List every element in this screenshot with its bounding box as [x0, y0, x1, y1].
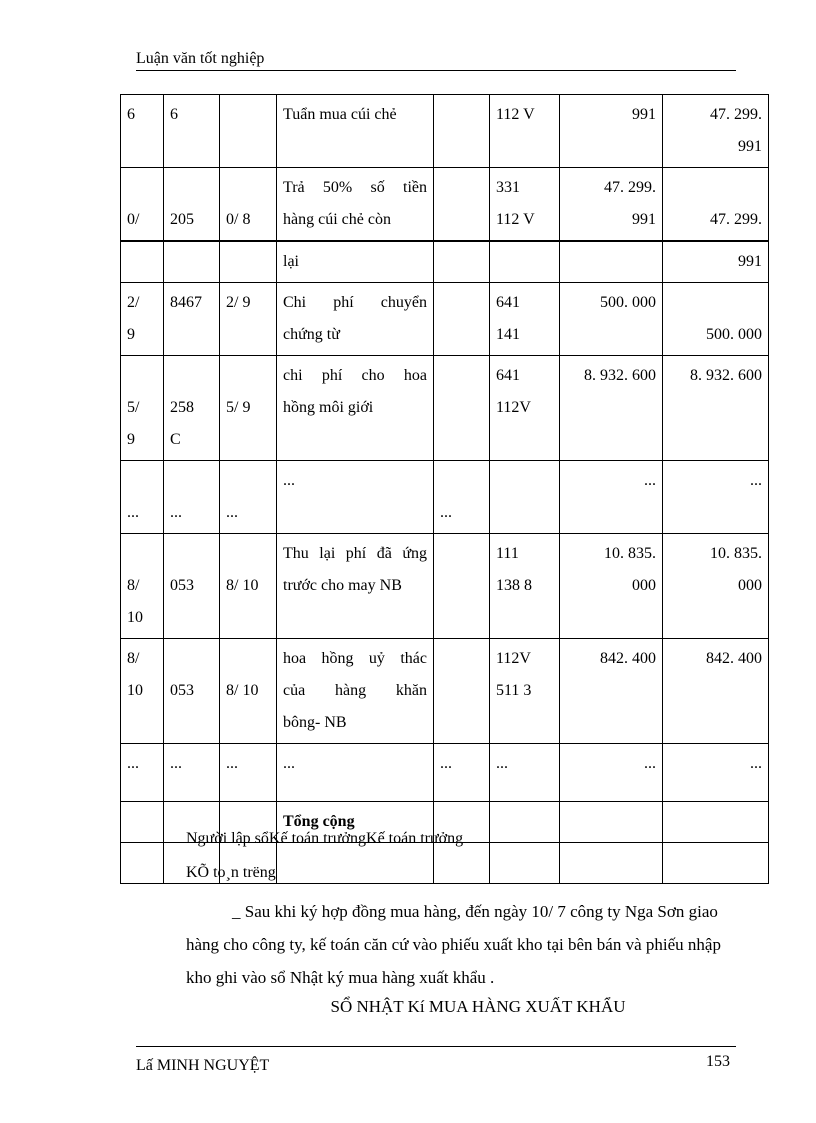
cell-text: ...: [170, 504, 182, 521]
table-cell: [277, 744, 434, 802]
cell-text: 0/ 8: [226, 211, 251, 228]
table-cell: [560, 168, 663, 242]
table-row: [121, 639, 769, 744]
table-cell: [434, 744, 490, 802]
table-cell: [663, 95, 769, 168]
cell-text: 000: [632, 577, 656, 594]
table-cell: [434, 356, 490, 461]
cell-text: 8/: [127, 577, 140, 594]
table-cell: [164, 241, 220, 283]
signature-labels: Người lập sổKế toán trưởngKế toán trưởng: [186, 830, 464, 847]
table-cell: [164, 168, 220, 242]
cell-text: 500. 000: [706, 326, 762, 343]
table-cell: [121, 95, 164, 168]
cell-text: Tổng cộng: [283, 813, 355, 830]
table-cell: [164, 283, 220, 356]
table-cell: [663, 744, 769, 802]
cell-text: [283, 847, 427, 879]
table-cell: [663, 283, 769, 356]
cell-text: trước cho may NB: [283, 577, 402, 594]
table-cell: [121, 241, 164, 283]
table-cell: [560, 534, 663, 639]
cell-text: 8/ 10: [226, 577, 259, 594]
cell-text: 991: [738, 253, 762, 270]
cell-text: 8. 932. 600: [584, 367, 656, 384]
table-cell: [220, 639, 277, 744]
cell-text: lại: [283, 253, 299, 270]
cell-text: Trả 50% số tiền: [283, 179, 427, 196]
table-row: [121, 534, 769, 639]
table-cell: [277, 95, 434, 168]
cell-text: 8467: [170, 294, 202, 311]
cell-text: ...: [283, 472, 295, 489]
table-cell: [434, 168, 490, 242]
table-cell: [220, 461, 277, 534]
table-cell: [490, 534, 560, 639]
cell-text: chi phí cho hoa: [283, 367, 427, 384]
table-cell: [490, 241, 560, 283]
cell-text: ...: [226, 755, 238, 772]
cell-text: Chi phí chuyển: [283, 294, 427, 311]
cell-text: 331: [496, 179, 520, 196]
table-cell: [277, 168, 434, 242]
table-cell: [434, 95, 490, 168]
cell-text: 0/: [127, 211, 140, 228]
header-title: Luận văn tốt nghiệp: [136, 50, 265, 67]
cell-text: 10: [127, 609, 143, 626]
table-cell: [164, 744, 220, 802]
section-heading: SỔ NHẬT Kí MUA HÀNG XUẤT KHẨU: [330, 997, 626, 1016]
cell-text: [496, 847, 553, 879]
cell-text: ...: [226, 504, 238, 521]
table-cell: [164, 356, 220, 461]
cell-text: 5/: [127, 399, 140, 416]
cell-text: [127, 806, 157, 838]
cell-text: ...: [283, 755, 295, 772]
table-cell: [121, 168, 164, 242]
table-cell: [434, 283, 490, 356]
cell-text: chứng từ: [283, 326, 340, 343]
table-cell: [164, 461, 220, 534]
cell-text: 112V: [496, 650, 531, 667]
cell-text: [127, 847, 157, 879]
table-cell: [121, 356, 164, 461]
signature-garbled-label: KÕ to¸n trëng: [186, 864, 276, 881]
cell-text: [226, 360, 270, 392]
footer-author: Lấ MINH NGUYỆT: [136, 1057, 270, 1074]
cell-text: Tuẩn mua cúi chẻ: [283, 106, 397, 123]
cell-text: [440, 287, 483, 319]
table-cell: [663, 461, 769, 534]
cell-text: [226, 643, 270, 675]
cell-text: 2/: [127, 294, 140, 311]
table-row: [121, 283, 769, 356]
cell-text: [127, 538, 157, 570]
table-row: [121, 356, 769, 461]
table-cell: [220, 356, 277, 461]
running-header: [136, 50, 736, 71]
cell-text: [226, 246, 270, 278]
table-cell: [164, 534, 220, 639]
table-cell: [663, 168, 769, 242]
cell-text: 8/ 10: [226, 682, 259, 699]
cell-text: 500. 000: [600, 294, 656, 311]
table-cell: [121, 744, 164, 802]
cell-text: ...: [750, 472, 762, 489]
table-cell: [121, 534, 164, 639]
table-cell: [560, 639, 663, 744]
cell-text: 47. 299.: [604, 179, 656, 196]
cell-text: 141: [496, 326, 520, 343]
table-row: [121, 744, 769, 802]
table-cell: [560, 356, 663, 461]
cell-text: 991: [632, 106, 656, 123]
cell-text: 2/ 9: [226, 294, 251, 311]
cell-text: [127, 465, 157, 497]
cell-text: ...: [127, 504, 139, 521]
cell-text: [170, 360, 213, 392]
cell-text: [496, 465, 553, 497]
cell-text: 641: [496, 367, 520, 384]
table-cell: [663, 639, 769, 744]
table-cell: [560, 802, 663, 843]
table-cell: [490, 356, 560, 461]
cell-text: [127, 172, 157, 204]
cell-text: 8. 932. 600: [690, 367, 762, 384]
cell-text: 053: [170, 682, 194, 699]
table-cell: [121, 461, 164, 534]
table-cell: [490, 744, 560, 802]
cell-text: 5/ 9: [226, 399, 251, 416]
cell-text: [170, 465, 213, 497]
cell-text: [127, 246, 157, 278]
cell-text: [669, 172, 762, 204]
cell-text: 10: [127, 682, 143, 699]
cell-text: 138 8: [496, 577, 532, 594]
cell-text: 10. 835.: [604, 545, 656, 562]
table-cell: [121, 639, 164, 744]
cell-text: [226, 99, 270, 131]
table-cell: [434, 461, 490, 534]
cell-text: [440, 643, 483, 675]
table-cell: [277, 356, 434, 461]
cell-text: C: [170, 431, 181, 448]
cell-text: hoa hồng uỷ thác: [283, 650, 427, 667]
table-cell: [220, 283, 277, 356]
cell-text: 991: [738, 138, 762, 155]
cell-text: [170, 246, 213, 278]
cell-text: [566, 246, 656, 278]
cell-text: [170, 172, 213, 204]
cell-text: ...: [644, 472, 656, 489]
table-cell: [220, 534, 277, 639]
footer-divider: [136, 1046, 736, 1047]
cell-text: ...: [440, 504, 452, 521]
cell-text: bông- NB: [283, 714, 347, 731]
cell-text: [496, 806, 553, 838]
cell-text: 8/: [127, 650, 140, 667]
cell-text: ...: [750, 755, 762, 772]
table-cell: [490, 843, 560, 884]
cell-text: [566, 847, 656, 879]
cell-text: 9: [127, 431, 135, 448]
cell-text: ...: [496, 755, 508, 772]
cell-text: [496, 246, 553, 278]
table-cell: [121, 802, 164, 843]
table-cell: [220, 241, 277, 283]
cell-text: hồng môi giới: [283, 399, 374, 416]
table-cell: [277, 534, 434, 639]
cell-text: [170, 538, 213, 570]
page-number: 153: [706, 1053, 730, 1070]
cell-text: hàng cúi chẻ còn: [283, 211, 391, 228]
cell-text: [566, 806, 656, 838]
cell-text: ...: [127, 755, 139, 772]
cell-text: 47. 299.: [710, 106, 762, 123]
cell-text: ...: [170, 755, 182, 772]
table-cell: [560, 283, 663, 356]
table-cell: [220, 744, 277, 802]
table-cell: [220, 168, 277, 242]
table-cell: [434, 639, 490, 744]
cell-text: [440, 246, 483, 278]
body-paragraph: _ Sau khi ký hợp đồng mua hàng, đến ngày 10/ 7 công ty Nga Sơn giao hàng cho công ty, kế toán căn cứ vào phiếu xuất kho tại bên bán và phiếu nhập kho ghi vào sổ Nhật ký mua hàng xuất khẩu .: [186, 902, 721, 987]
table-row: [121, 168, 769, 242]
table-cell: [560, 843, 663, 884]
table-cell: [490, 802, 560, 843]
cell-text: [226, 465, 270, 497]
table-cell: [277, 283, 434, 356]
table-cell: [277, 843, 434, 884]
cell-text: 6: [170, 106, 178, 123]
table-cell: [490, 283, 560, 356]
cell-text: [440, 538, 483, 570]
table-cell: [490, 95, 560, 168]
cell-text: 112V: [496, 399, 531, 416]
table-cell: [663, 802, 769, 843]
table-cell: [663, 534, 769, 639]
cell-text: 112 V: [496, 211, 535, 228]
cell-text: 511 3: [496, 682, 532, 699]
table-cell: [277, 241, 434, 283]
cell-text: 842. 400: [600, 650, 656, 667]
table-cell: [560, 461, 663, 534]
cell-text: ...: [644, 755, 656, 772]
table-row: [121, 241, 769, 283]
cell-text: 258: [170, 399, 194, 416]
cell-text: [440, 99, 483, 131]
cell-text: [226, 538, 270, 570]
cell-text: 47. 299.: [710, 211, 762, 228]
table-row: [121, 461, 769, 534]
cell-text: 641: [496, 294, 520, 311]
table-cell: [663, 241, 769, 283]
cell-text: [440, 360, 483, 392]
table-cell: [663, 843, 769, 884]
table-cell: [164, 95, 220, 168]
cell-text: [669, 287, 762, 319]
table-cell: [220, 95, 277, 168]
table-cell: [560, 744, 663, 802]
table-row: [121, 95, 769, 168]
table-cell: [164, 639, 220, 744]
cell-text: 842. 400: [706, 650, 762, 667]
ledger-table: [120, 94, 769, 884]
table-cell: [277, 639, 434, 744]
cell-text: của hàng khăn: [283, 682, 427, 699]
table-cell: [277, 461, 434, 534]
cell-text: 112 V: [496, 106, 535, 123]
cell-text: 000: [738, 577, 762, 594]
cell-text: [440, 847, 483, 879]
table-cell: [490, 168, 560, 242]
table-cell: [121, 843, 164, 884]
table-cell: [560, 95, 663, 168]
cell-text: [170, 643, 213, 675]
cell-text: [127, 360, 157, 392]
table-cell: [490, 639, 560, 744]
table-cell: [121, 283, 164, 356]
table-cell: [560, 241, 663, 283]
cell-text: 9: [127, 326, 135, 343]
cell-text: [440, 172, 483, 204]
cell-text: Thu lại phí đã ứng: [283, 545, 427, 562]
table-cell: [434, 241, 490, 283]
table-cell: [434, 534, 490, 639]
table-cell: [434, 843, 490, 884]
table-cell: [490, 461, 560, 534]
cell-text: 991: [632, 211, 656, 228]
cell-text: 053: [170, 577, 194, 594]
cell-text: 111: [496, 545, 519, 562]
cell-text: [440, 465, 483, 497]
cell-text: 205: [170, 211, 194, 228]
cell-text: [226, 172, 270, 204]
table-cell: [663, 356, 769, 461]
cell-text: [669, 806, 762, 838]
cell-text: [669, 847, 762, 879]
cell-text: 6: [127, 106, 135, 123]
cell-text: ...: [440, 755, 452, 772]
cell-text: 10. 835.: [710, 545, 762, 562]
